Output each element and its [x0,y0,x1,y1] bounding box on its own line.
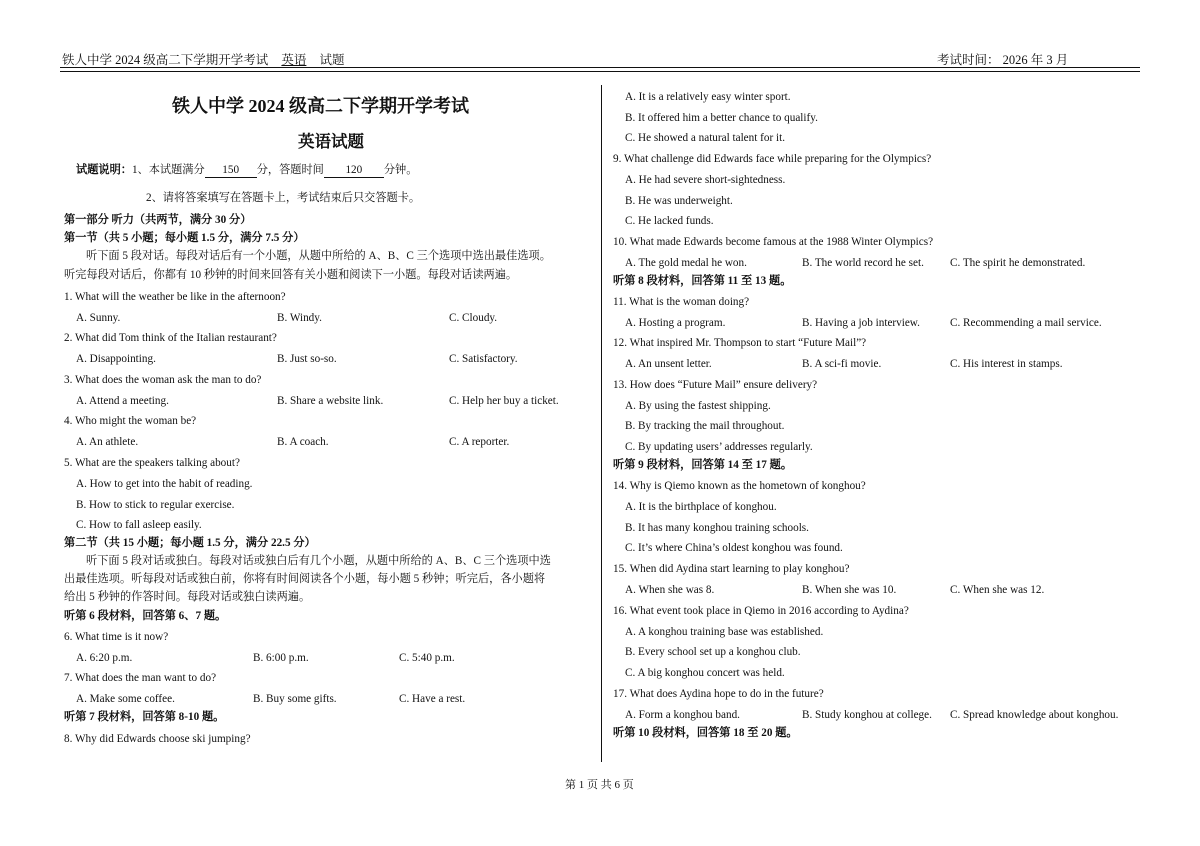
question-13: 13. How does “Future Mail” ensure delivery? [613,379,818,391]
header-exam-name: 铁人中学 2024 级高二下学期开学考试 [62,53,269,67]
q3-option-a: A. Attend a meeting. [76,395,169,407]
q15-option-c: C. When she was 12. [950,584,1045,596]
section2-heading: 第二节（共 15 小题；每小题 1.5 分，满分 22.5 分） [64,537,316,549]
instructions-line-2: 2、请将答案填写在答题卡上，考试结束后只交答题卡。 [146,192,421,204]
question-17: 17. What does Aydina hope to do in the future? [613,688,824,700]
instr-text: 分，答题时间 [256,164,324,176]
question-16: 16. What event took place in Qiemo in 2016 according to Aydina? [613,605,909,617]
section1-desc-2: 听完每段对话后，你都有 10 秒钟的时间来回答有关小题和阅读下一小题。每段对话读两遍。 [64,269,518,281]
q11-option-b: B. Having a job interview. [802,317,920,329]
full-score: 150 [205,163,257,178]
part1-heading: 第一部分 听力（共两节，满分 30 分） [64,214,252,226]
running-header-left [62,50,345,68]
q12-option-a: A. An unsent letter. [625,358,712,370]
section1-heading: 第一节（共 5 小题；每小题 1.5 分，满分 7.5 分） [64,232,305,244]
q4-option-a: A. An athlete. [76,436,139,448]
q11-option-c: C. Recommending a mail service. [950,317,1102,329]
question-12: 12. What inspired Mr. Thompson to start “Future Mail”? [613,337,867,349]
q14-option-b: B. It has many konghou training schools. [625,522,809,534]
q1-option-b: B. Windy. [277,312,322,324]
q5-option-c: C. How to fall asleep easily. [76,519,202,531]
q7-option-a: A. Make some coffee. [76,693,175,705]
q9-option-b: B. He was underweight. [625,195,733,207]
q15-option-b: B. When she was 10. [802,584,897,596]
q10-option-c: C. The spirit he demonstrated. [950,257,1086,269]
q6-option-a: A. 6:20 p.m. [76,652,133,664]
exam-subtitle: 英语试题 [298,132,364,151]
q10-option-a: A. The gold medal he won. [625,257,747,269]
q16-option-a: A. A konghou training base was established. [625,626,824,638]
q5-option-a: A. How to get into the habit of reading. [76,478,253,490]
q13-option-b: B. By tracking the mail throughout. [625,420,785,432]
q8-option-c: C. He showed a natural talent for it. [625,132,785,144]
answer-time: 120 [324,163,384,178]
header-suffix: 试题 [319,53,345,67]
q17-option-a: A. Form a konghou band. [625,709,740,721]
page-number: 第 1 页 共 6 页 [565,779,634,791]
material-9-heading: 听第 9 段材料，回答第 14 至 17 题。 [613,459,793,471]
section2-desc-1: 听下面 5 段对话或独白。每段对话或独白后有几个小题，从题中所给的 A、B、C 三个选项中选 [86,555,551,567]
question-5: 5. What are the speakers talking about? [64,457,240,469]
q5-option-b: B. How to stick to regular exercise. [76,499,235,511]
q2-option-a: A. Disappointing. [76,353,156,365]
material-8-heading: 听第 8 段材料，回答第 11 至 13 题。 [613,275,792,287]
exam-title: 铁人中学 2024 级高二下学期开学考试 [172,96,469,116]
q12-option-c: C. His interest in stamps. [950,358,1063,370]
question-2: 2. What did Tom think of the Italian restaurant? [64,332,277,344]
q6-option-c: C. 5:40 p.m. [399,652,455,664]
question-9: 9. What challenge did Edwards face while preparing for the Olympics? [613,153,932,165]
question-4: 4. Who might the woman be? [64,415,197,427]
q11-option-a: A. Hosting a program. [625,317,726,329]
question-1: 1. What will the weather be like in the afternoon? [64,291,286,303]
q3-option-c: C. Help her buy a ticket. [449,395,559,407]
column-divider [601,85,602,762]
q9-option-c: C. He lacked funds. [625,215,714,227]
instructions-label: 试题说明： [76,164,132,176]
question-10: 10. What made Edwards become famous at the 1988 Winter Olympics? [613,236,934,248]
instr-text: 1、本试题满分 [131,164,205,176]
q13-option-c: C. By updating users’ addresses regularly. [625,441,813,453]
header-rule-thick [60,67,1140,68]
q2-option-c: C. Satisfactory. [449,353,518,365]
question-7: 7. What does the man want to do? [64,672,217,684]
q13-option-a: A. By using the fastest shipping. [625,400,771,412]
q4-option-c: C. A reporter. [449,436,510,448]
q1-option-a: A. Sunny. [76,312,121,324]
q14-option-a: A. It is the birthplace of konghou. [625,501,777,513]
q8-option-a: A. It is a relatively easy winter sport. [625,91,791,103]
instructions-line-1 [76,163,417,178]
material-10-heading: 听第 10 段材料，回答第 18 至 20 题。 [613,727,798,739]
q2-option-b: B. Just so-so. [277,353,337,365]
q7-option-c: C. Have a rest. [399,693,466,705]
q9-option-a: A. He had severe short-sightedness. [625,174,786,186]
q7-option-b: B. Buy some gifts. [253,693,337,705]
question-8: 8. Why did Edwards choose ski jumping? [64,733,251,745]
header-rule-thin [60,71,1140,72]
q12-option-b: B. A sci-fi movie. [802,358,882,370]
section2-desc-2: 出最佳选项。听每段对话或独白前，你将有时间阅读各个小题，每小题 5 秒钟；听完后，各小题将 [64,573,546,585]
question-11: 11. What is the woman doing? [613,296,750,308]
header-exam-time: 考试时间： 2026 年 3 月 [937,53,1069,67]
material-6-heading: 听第 6 段材料，回答第 6、7 题。 [64,610,227,622]
q8-option-b: B. It offered him a better chance to qualify. [625,112,818,124]
material-7-heading: 听第 7 段材料，回答第 8-10 题。 [64,711,225,723]
q14-option-c: C. It’s where China’s oldest konghou was found. [625,542,843,554]
section1-desc-1: 听下面 5 段对话。每段对话后有一个小题，从题中所给的 A、B、C 三个选项中选出最佳选项。 [86,250,551,262]
header-subject: 英语 [281,53,307,67]
q15-option-a: A. When she was 8. [625,584,715,596]
q1-option-c: C. Cloudy. [449,312,498,324]
q10-option-b: B. The world record he set. [802,257,924,269]
question-15: 15. When did Aydina start learning to play konghou? [613,563,850,575]
question-6: 6. What time is it now? [64,631,169,643]
q3-option-b: B. Share a website link. [277,395,384,407]
q16-option-b: B. Every school set up a konghou club. [625,646,801,658]
q6-option-b: B. 6:00 p.m. [253,652,309,664]
instr-text: 分钟。 [383,164,418,176]
q17-option-b: B. Study konghou at college. [802,709,932,721]
q16-option-c: C. A big konghou concert was held. [625,667,785,679]
question-14: 14. Why is Qiemo known as the hometown of konghou? [613,480,866,492]
q4-option-b: B. A coach. [277,436,329,448]
q17-option-c: C. Spread knowledge about konghou. [950,709,1119,721]
section2-desc-3: 给出 5 秒钟的作答时间。每段对话或独白读两遍。 [64,591,311,603]
question-3: 3. What does the woman ask the man to do? [64,374,262,386]
